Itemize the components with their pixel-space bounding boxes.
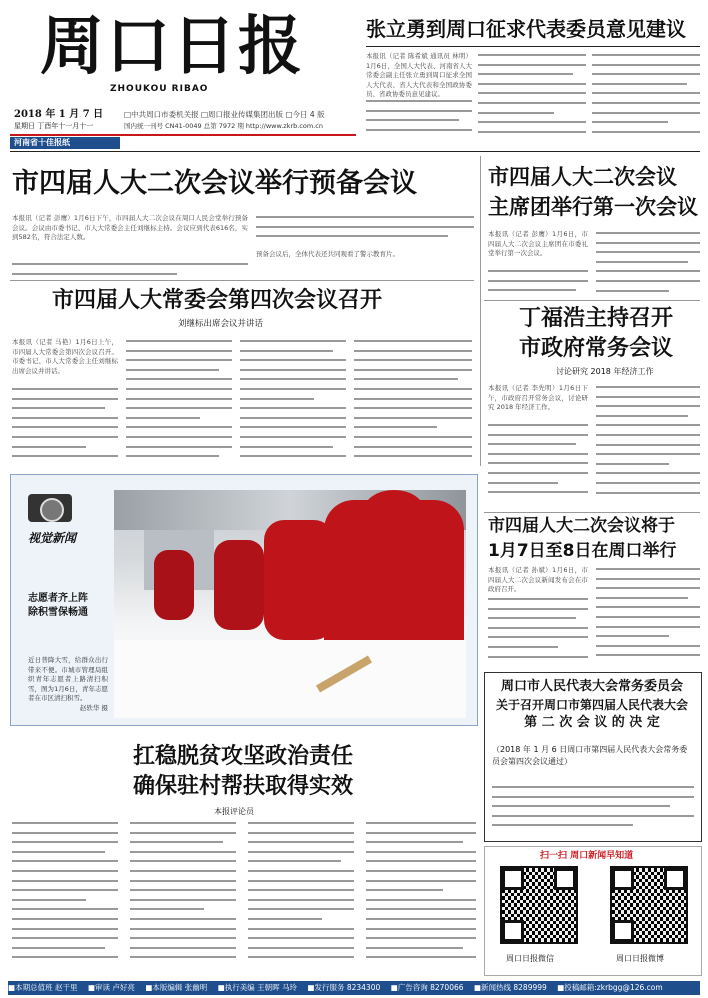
article5-text <box>488 598 588 670</box>
article4-lead: 本报讯（记者 李先明）1月6日下午，市政府召开常务会议，讨论研究 2018 年经济工作。 <box>488 384 588 412</box>
decision-text <box>492 786 694 836</box>
photo-news-caption <box>28 656 108 720</box>
editorial-headline-l2: 确保驻村帮扶取得实效 <box>132 774 353 799</box>
article1-tail: 预备会议后，全体代表还共同观看了警示教育片。 <box>256 250 399 258</box>
article2-text <box>488 270 588 300</box>
editorial-text-1 <box>12 822 118 974</box>
masthead-date <box>14 108 119 131</box>
wechat-qr-code[interactable] <box>500 866 578 944</box>
article4-headline <box>506 304 686 364</box>
divider-right-col <box>480 156 481 466</box>
editorial-headline-l1: 扛稳脱贫攻坚政治责任 <box>132 744 353 769</box>
article5-lead: 本报讯（记者 孙斌）1月6日，市四届人大二次会议新闻发布会在市政府召开。 <box>488 566 588 594</box>
article3-text-2 <box>126 340 232 470</box>
article1-headline: 市四届人大二次会议举行预备会议 <box>12 168 417 199</box>
footer-item: ■发行服务 8234300 <box>307 983 381 992</box>
footer-item: ■执行美编 王朝晖 马玲 <box>217 983 297 992</box>
decision-note: （2018 年 1 月 6 日周口市第四届人民代表大会常务委员会第四次会议通过） <box>492 745 688 766</box>
article4-text <box>488 424 588 510</box>
footer-item: ■本期总值班 赵干里 <box>8 983 78 992</box>
article5-headline <box>488 514 677 564</box>
article3-subhead: 刘继标出席会议并讲话 <box>178 319 264 329</box>
footer-item[interactable]: ■投稿邮箱:zkrbgg@126.com <box>557 983 663 992</box>
photo-caption-text: 近日普降大雪，给群众出行带来不便。市城市管理局组织青年志愿者上路清扫积雪，图为1月6日，青年志愿者在市区清扫积雪。 <box>28 656 108 703</box>
top-right-rule <box>366 46 700 47</box>
photo-news-title-l1: 志愿者齐上阵 <box>28 593 88 604</box>
editorial-text-2 <box>130 822 236 974</box>
top-right-text-3 <box>592 54 700 138</box>
top-right-brief: 本报讯（记者 陈希斌 通讯员 林明）1月6日，全国人大代表、河南省人大常委会副主任张立勇到周口征求全国人大代表、省人大代表和全国政协委员、省政协委员意见建议。 <box>366 52 472 98</box>
top-right-text <box>366 100 472 136</box>
article4-text-2 <box>596 386 700 510</box>
masthead-pinyin: ZHOUKOU RIBAO <box>110 84 209 94</box>
camera-icon <box>28 494 72 522</box>
weibo-qr-code[interactable] <box>610 866 688 944</box>
editorial-byline: 本报评论员 <box>214 807 254 816</box>
footer-item: ■本版编辑 张幽明 <box>145 983 208 992</box>
article1-lead: 本报讯（记者 彭鹰）1月6日下午，市四届人大二次会议在周口人民会堂举行预备会议。会议由市委书记、市人大常委会主任刘继标主持。会议应到代表616名，实到582名，符合法定人数。 <box>12 214 248 242</box>
article3-text-3 <box>240 340 346 470</box>
article4-subhead: 讨论研究 2018 年经济工作 <box>556 367 654 376</box>
footer-item: ■新闻热线 8289999 <box>473 983 547 992</box>
date-line-1: 2018 年 1 月 7 日 <box>14 109 104 120</box>
photo-news-label: 视觉新闻 <box>28 531 77 545</box>
publisher-line: □中共周口市委机关报 □周口报业传媒集团出版 □今日 4 版 <box>124 110 325 119</box>
editorial-text-4 <box>366 822 476 974</box>
article5-headline-l2: 1月7日至8日在周口举行 <box>488 541 677 561</box>
article2-headline <box>488 162 698 222</box>
divider-article3 <box>10 280 474 281</box>
article2-lead: 本报讯（记者 彭鹰）1月6日，市四届人大二次会议主席团在市委礼堂举行第一次会议。 <box>488 230 588 258</box>
article5-text-2 <box>596 568 700 670</box>
article3-lead: 本报讯（记者 马艳）1月6日上午，市四届人大常委会第四次会议召开。市委书记、市人大常委会主任刘继标出席会议并讲话。 <box>12 338 118 375</box>
article2-headline-l1: 市四届人大二次会议 <box>488 165 677 189</box>
article4-headline-l1: 丁福浩主持召开 <box>518 306 673 331</box>
article3-headline: 市四届人大常委会第四次会议召开 <box>52 288 383 313</box>
top-right-headline: 张立勇到周口征求代表委员意见建议 <box>366 17 686 41</box>
issue-line: 国内统一刊号 CN41-0049 总第 7972 期 http://www.zkrb.com.cn <box>124 122 323 130</box>
decision-title <box>488 678 696 732</box>
divider-article5 <box>484 512 700 513</box>
decision-title-l3: 第 二 次 会 议 的 决 定 <box>524 715 660 730</box>
editorial-headline <box>10 742 476 802</box>
editorial-text-3 <box>248 822 354 974</box>
article2-headline-l2: 主席团举行第一次会议 <box>488 195 698 219</box>
article4-headline-l2: 市政府常务会议 <box>518 336 673 361</box>
decision-title-l2: 关于召开周口市第四届人民代表大会 <box>495 698 688 712</box>
date-line-2: 星期日 丁酉年十一月十一 <box>14 122 94 130</box>
divider-article4 <box>484 300 700 301</box>
article2-text-2 <box>596 232 700 300</box>
footer-item: ■广告咨询 8270066 <box>390 983 464 992</box>
weibo-qr-label: 周口日报微博 <box>616 954 664 963</box>
footer-item: ■审读 卢好亮 <box>87 983 135 992</box>
qr-banner: 扫一扫 周口新闻早知道 <box>540 851 634 861</box>
article5-headline-l1: 市四届人大二次会议将于 <box>488 516 675 536</box>
footer-bar <box>8 981 700 995</box>
top-right-text-2 <box>478 54 586 138</box>
section-tag-text: 河南省十佳报纸 <box>14 138 70 147</box>
divider-top <box>10 151 700 152</box>
wechat-qr-label: 周口日报微信 <box>506 954 554 963</box>
masthead-rule <box>10 134 356 136</box>
photo-credit: 赵轶华 摄 <box>79 703 108 712</box>
photo-news-image <box>114 490 466 718</box>
photo-news-title <box>28 592 88 620</box>
article3-text-4 <box>354 340 472 470</box>
photo-news-title-l2: 除积雪保畅通 <box>28 607 88 618</box>
decision-title-l1: 周口市人民代表大会常务委员会 <box>500 679 683 694</box>
article3-text-1 <box>12 388 118 470</box>
masthead-title: 周口日报 <box>40 9 304 84</box>
